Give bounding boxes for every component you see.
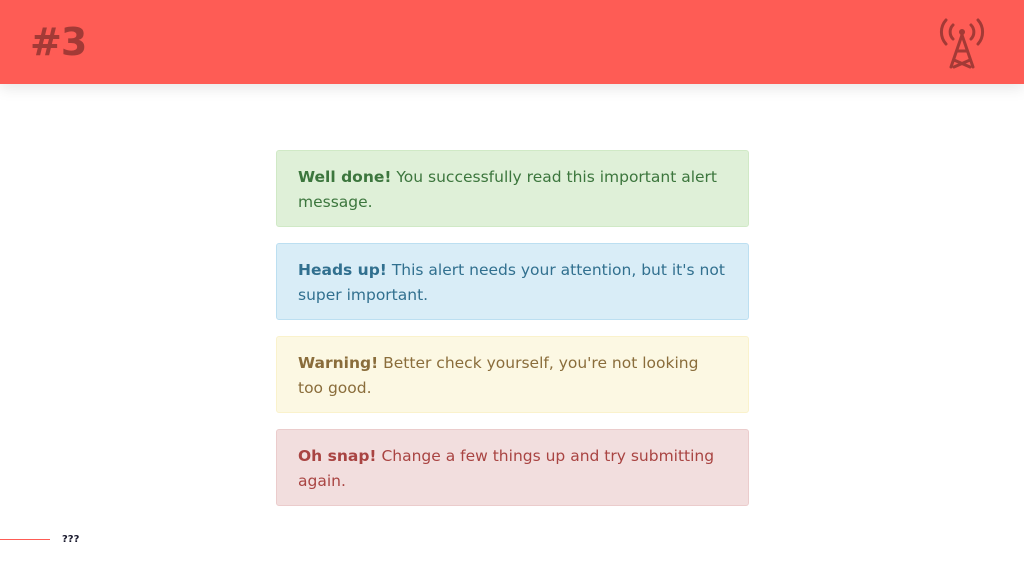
radio-tower-icon: [936, 12, 988, 70]
slide-header: [0, 0, 1024, 84]
alert-danger: [276, 429, 749, 506]
alert-info: [276, 243, 749, 320]
alerts-list: [276, 150, 749, 522]
alert-message: This alert needs your attention, but it's not super important.: [298, 261, 725, 304]
alert-title: Warning!: [298, 354, 379, 372]
alert-success: [276, 150, 749, 227]
alert-message: Change a few things up and try submitting again.: [298, 447, 715, 490]
alert-warning: [276, 336, 749, 413]
alert-message: You successfully read this important alert message.: [298, 168, 717, 211]
footer-divider: [0, 539, 50, 540]
alert-title: Well done!: [298, 168, 392, 186]
alert-title: Oh snap!: [298, 447, 377, 465]
footer-text: ???: [62, 534, 80, 545]
slide-number: #3: [30, 20, 87, 64]
alert-message: Better check yourself, you're not looking too good.: [298, 354, 699, 397]
alert-title: Heads up!: [298, 261, 387, 279]
